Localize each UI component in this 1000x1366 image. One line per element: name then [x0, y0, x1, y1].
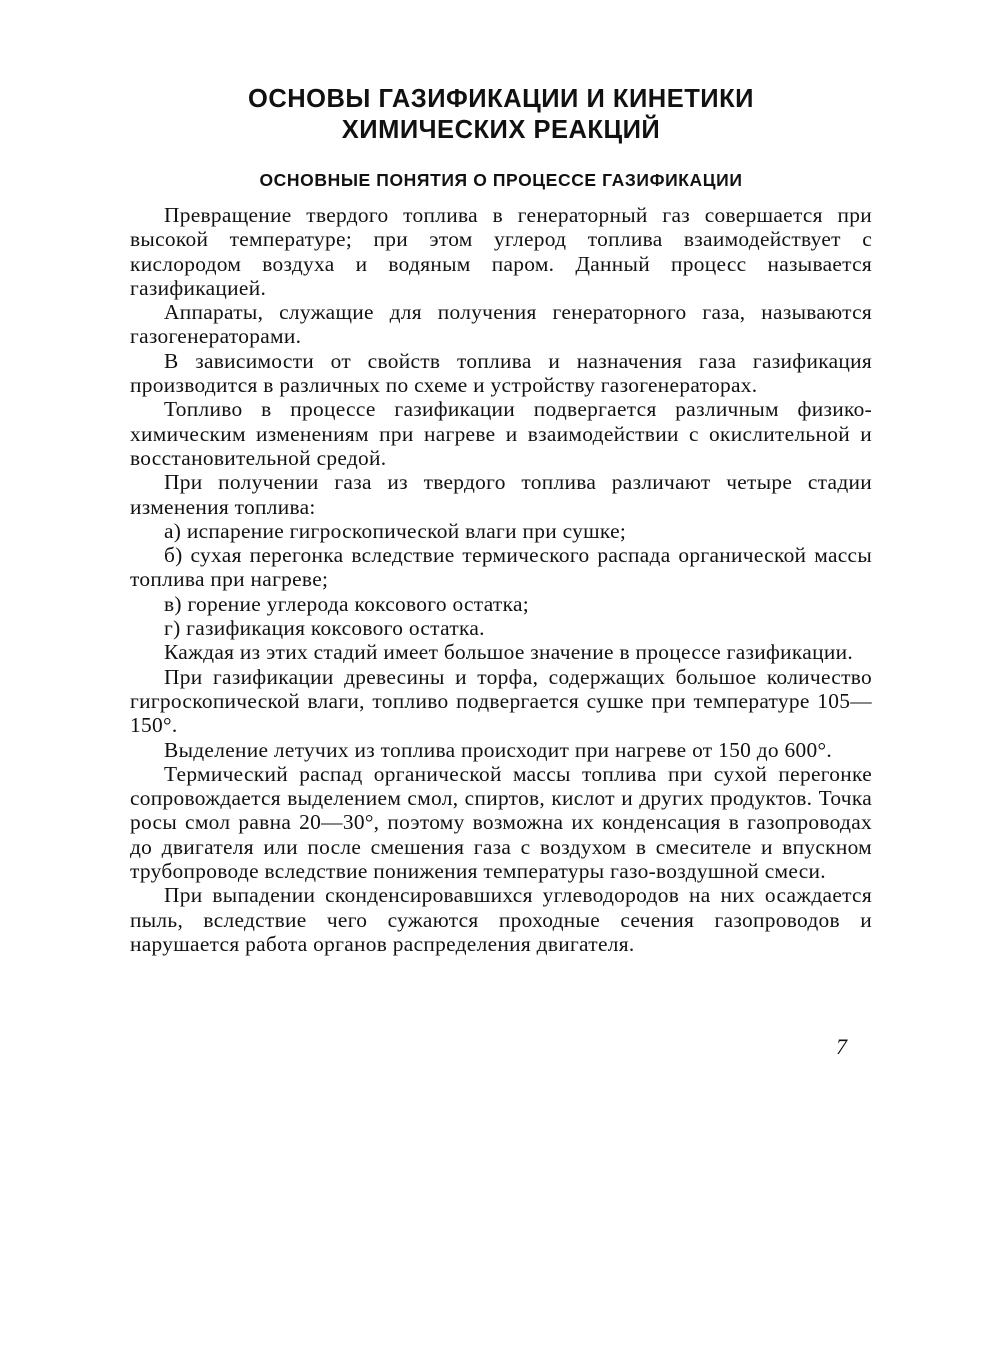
paragraph-stage-importance: Каждая из этих стадий имеет большое значение в процессе газификации. [164, 640, 853, 665]
body-text [130, 203, 872, 956]
paragraph-dependence: В зависимости от свойств топлива и назначения газа газификация производится в различных по схеме и устройству газогенераторах. [130, 348, 872, 398]
document-page [130, 84, 872, 956]
paragraph-gasification-definition: Превращение твердого топлива в генераторный газ совершается при высокой температуре; при этом углерод топлива взаимодействует с кислородом воздуха и водяным паром. Данный процесс называется газификацией. [130, 203, 872, 300]
paragraph-four-stages: При получении газа из твердого топлива различают четыре стадии изменения топлива: [130, 470, 872, 519]
paragraph-thermal-decomposition: Термический распад органической массы топлива при сухой перегонке сопровождается выделением смол, спиртов, кислот и других продуктов. Точка росы смол равна 20—30°, поэтому возможна их конденсация в газопроводах до двигателя или после смешения газа с воздухом в смесителе и впускном трубопроводе вследствие понижения температуры газо-воздушной смеси. [130, 761, 872, 884]
list-item-stage-d: г) газификация коксового остатка. [164, 616, 485, 641]
paragraph-fuel-changes: Топливо в процессе газификации подвергается различным физико-химическим изменениям при нагреве и взаимодействии с окислительной и восстановительной средой. [130, 397, 872, 470]
paragraph-drying: При газификации древесины и торфа, содержащих большое количество гигроскопической влаги, топливо подвергается сушке при температуре 105—150°. [130, 664, 872, 738]
chapter-title-line-1: ОСНОВЫ ГАЗИФИКАЦИИ И КИНЕТИКИ [248, 85, 754, 113]
page-number: 7 [836, 1034, 847, 1059]
chapter-title [130, 84, 872, 146]
list-item-stage-c: в) горение углерода коксового остатка; [164, 591, 529, 616]
list-item-stage-b: б) сухая перегонка вследствие термического распада органической массы топлива при нагреве; [130, 543, 872, 592]
chapter-title-line-2: ХИМИЧЕСКИХ РЕАКЦИЙ [341, 116, 661, 144]
section-title: ОСНОВНЫЕ ПОНЯТИЯ О ПРОЦЕССЕ ГАЗИФИКАЦИИ [259, 170, 743, 190]
paragraph-gas-generators: Аппараты, служащие для получения генераторного газа, называются газогенераторами. [130, 300, 872, 349]
paragraph-condensation-dust: При выпадении сконденсировавшихся углеводородов на них осаждается пыль, вследствие чего сужаются проходные сечения газопроводов и нарушается работа органов распределения двигателя. [130, 883, 872, 956]
list-item-stage-a: а) испарение гигроскопической влаги при сушке; [164, 518, 627, 543]
paragraph-volatiles: Выделение летучих из топлива происходит при нагреве от 150 до 600°. [164, 737, 833, 762]
